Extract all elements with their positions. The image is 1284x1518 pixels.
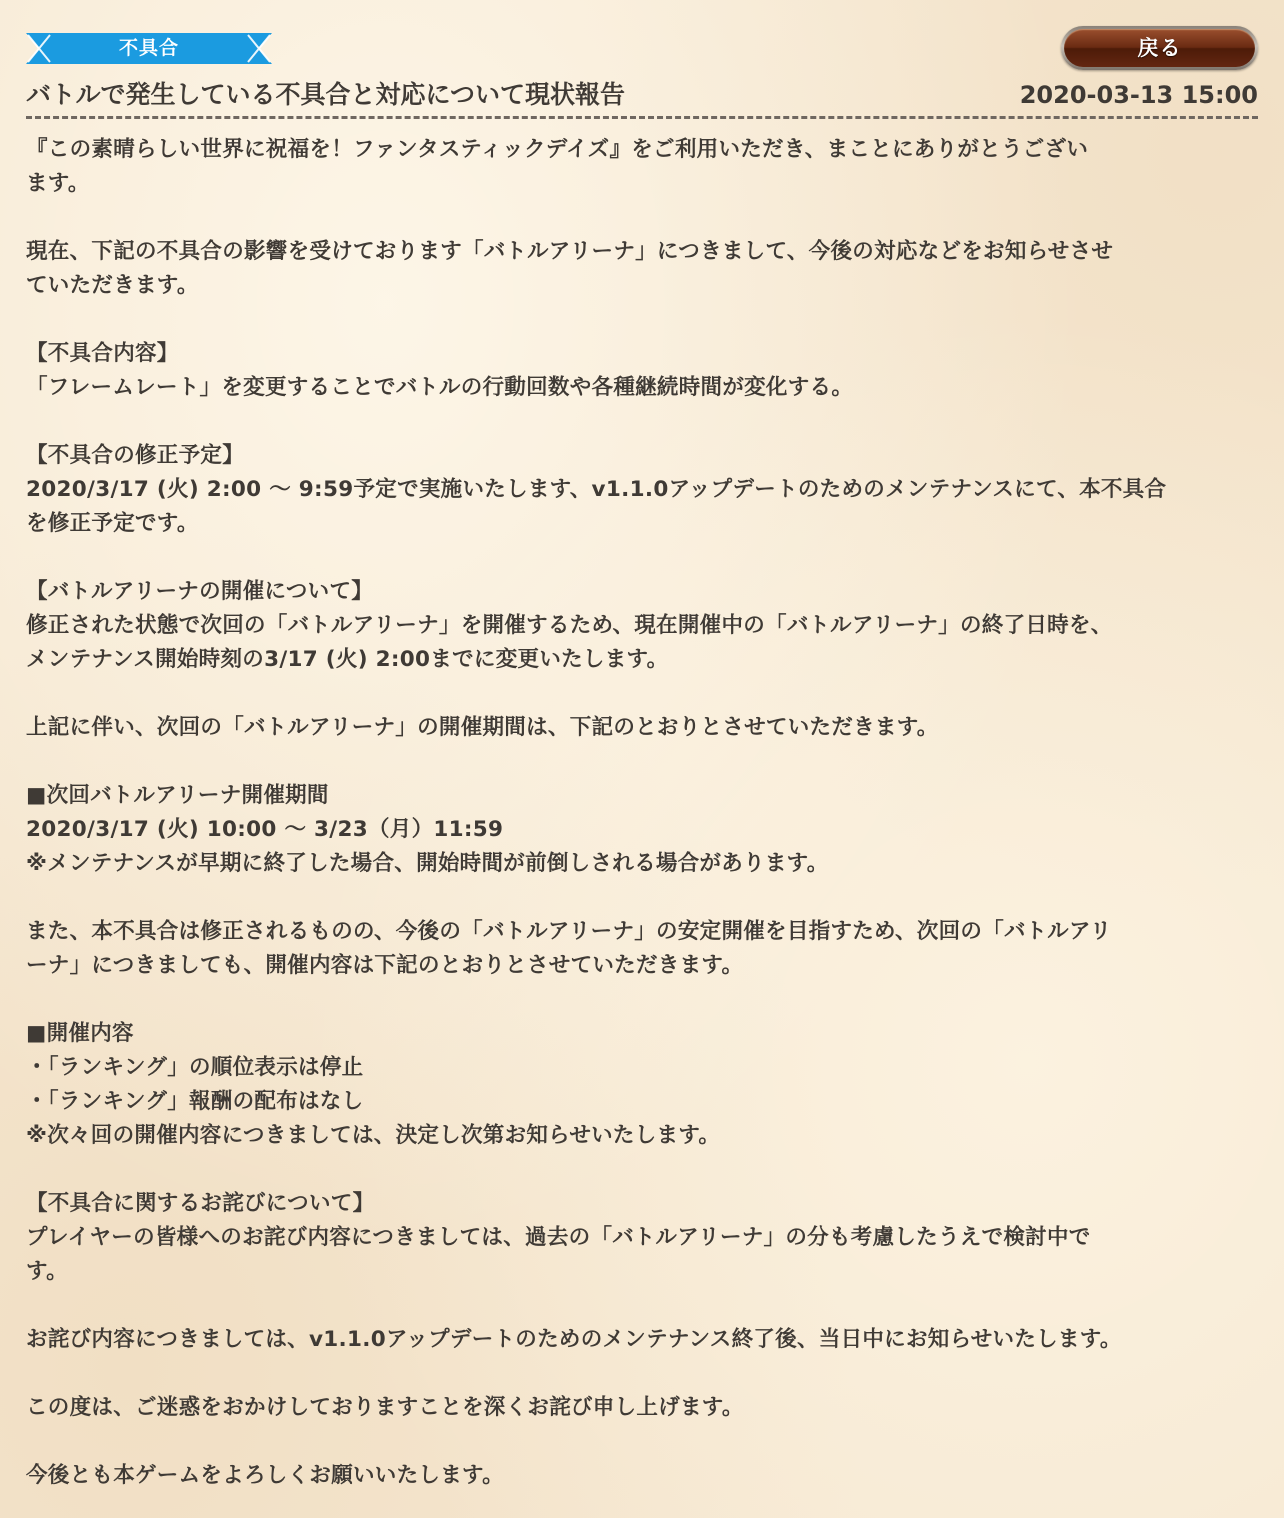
paragraph-gap: [26, 1153, 1258, 1187]
body-line: 現在、下記の不具合の影響を受けております「バトルアリーナ」につきまして、今後の対応などをお知らせさせ: [26, 239, 1114, 264]
body-line: お詫び内容につきましては、v1.1.0アップデートのためのメンテナンス終了後、当日中にお知らせいたします。: [26, 1327, 1122, 1352]
notice-date: 2020-03-13 15:00: [1019, 81, 1258, 109]
back-button[interactable]: [1061, 26, 1258, 70]
body-line: を修正予定です。: [26, 511, 199, 536]
body-line: ていただきます。: [26, 273, 199, 298]
notice-title: バトルで発生している不具合と対応について現状報告: [26, 80, 626, 109]
paragraph-gap: [26, 303, 1258, 337]
paragraph-gap: [26, 541, 1258, 575]
section-heading-bug: 【不具合内容】: [26, 341, 179, 366]
body-line: この度は、ご迷惑をおかけしておりますことを深くお詫び申し上げます。: [26, 1395, 744, 1420]
title-divider: [26, 116, 1258, 119]
list-item: ・「ランキング」報酬の配布はなし: [26, 1089, 364, 1114]
body-line: 「フレームレート」を変更することでバトルの行動回数や各種継続時間が変化する。: [26, 375, 854, 400]
category-badge: [26, 33, 272, 64]
paragraph-gap: [26, 983, 1258, 1017]
period-heading: ■次回バトルアリーナ開催期間: [26, 783, 329, 808]
body-line: ーナ」につきましても、開催内容は下記のとおりとさせていただきます。: [26, 953, 744, 978]
paragraph-gap: [26, 677, 1258, 711]
paragraph-gap: [26, 745, 1258, 779]
back-button-label: 戻る: [1137, 36, 1182, 60]
period-dates: 2020/3/17 (火) 10:00 ～ 3/23（月）11:59: [26, 817, 504, 842]
body-line: ※メンテナンスが早期に終了した場合、開始時間が前倒しされる場合があります。: [26, 851, 829, 876]
list-item: ・「ランキング」の順位表示は停止: [26, 1055, 364, 1080]
notice-body: [26, 133, 1258, 1493]
section-heading-fix: 【不具合の修正予定】: [26, 443, 245, 468]
paragraph-gap: [26, 405, 1258, 439]
paragraph-gap: [26, 1425, 1258, 1459]
body-line: 上記に伴い、次回の「バトルアリーナ」の開催期間は、下記のとおりとさせていただきます。: [26, 715, 939, 740]
section-heading-arena: 【バトルアリーナの開催について】: [26, 579, 374, 604]
body-line: 2020/3/17 (火) 2:00 ～ 9:59予定で実施いたします、v1.1.0アップデートのためのメンテナンスにて、本不具合: [26, 477, 1167, 502]
body-line: 『この素晴らしい世界に祝福を！ファンタスティックデイズ』をご利用いただき、まことにありがとうござい: [26, 137, 1089, 162]
body-line: ます。: [26, 171, 90, 196]
back-button-face: [1064, 29, 1255, 67]
body-line: 今後とも本ゲームをよろしくお願いいたします。: [26, 1463, 504, 1488]
paragraph-gap: [26, 1289, 1258, 1323]
paragraph-gap: [26, 881, 1258, 915]
paragraph-gap: [26, 1357, 1258, 1391]
body-line: ※次々回の開催内容につきましては、決定し次第お知らせいたします。: [26, 1123, 721, 1148]
body-line: メンテナンス開始時刻の3/17 (火) 2:00までに変更いたします。: [26, 647, 669, 672]
body-line: プレイヤーの皆様へのお詫び内容につきましては、過去の「バトルアリーナ」の分も考慮したうえで検討中で: [26, 1225, 1091, 1250]
body-line: また、本不具合は修正されるものの、今後の「バトルアリーナ」の安定開催を目指すため、次回の「バトルアリ: [26, 919, 1112, 944]
content-heading: ■開催内容: [26, 1021, 134, 1046]
category-label: 不具合: [118, 37, 179, 59]
paragraph-gap: [26, 201, 1258, 235]
body-line: 修正された状態で次回の「バトルアリーナ」を開催するため、現在開催中の「バトルアリーナ」の終了日時を、: [26, 613, 1113, 638]
body-line: す。: [26, 1259, 68, 1284]
section-heading-apology: 【不具合に関するお詫びについて】: [26, 1191, 375, 1216]
